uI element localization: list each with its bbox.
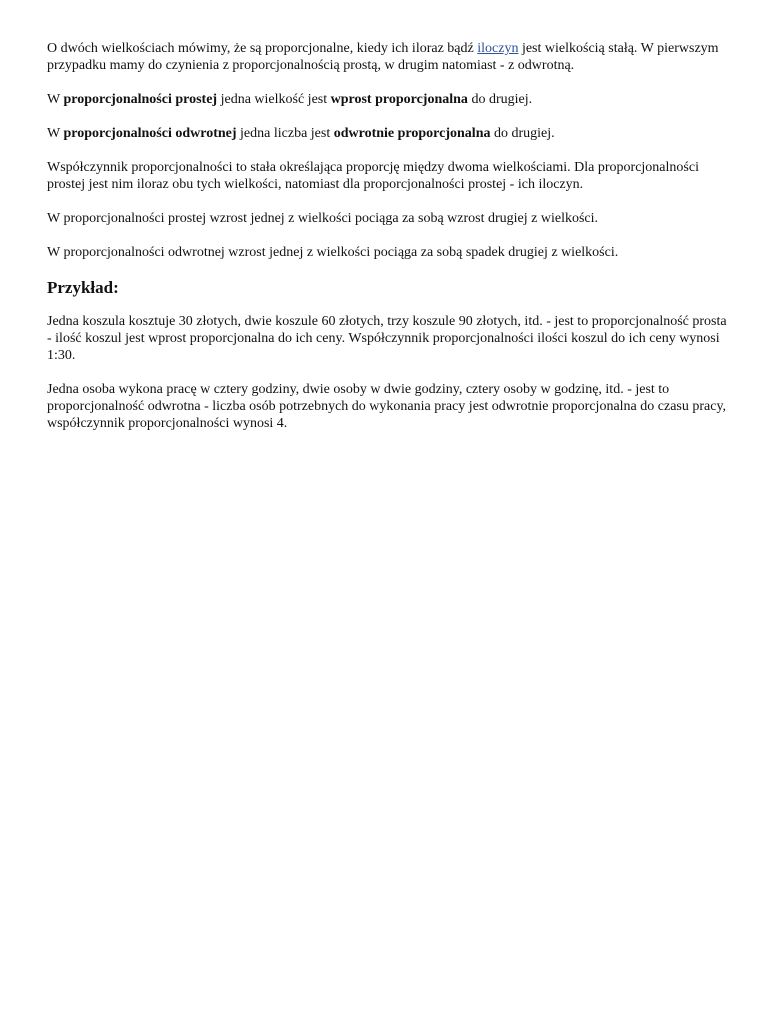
example-shirts: Jedna koszula kosztuje 30 złotych, dwie koszule 60 złotych, trzy koszule 90 złotych, itd. - jest to proporcjonalność prosta - ilość koszul jest wprost proporcjonalna do ich ceny. Współczynnik proporcjonalności ilości koszul do ich ceny wynosi 1:30.: [47, 314, 727, 363]
text-fragment: W: [47, 92, 64, 107]
bold-term-direct: proporcjonalności prostej: [63, 92, 218, 107]
paragraph-inverse-growth: W proporcjonalności odwrotnej wzrost jednej z wielkości pociąga za sobą spadek drugiej z wielkości.: [47, 245, 619, 260]
paragraph-definition: [47, 40, 727, 74]
example-workers: Jedna osoba wykona pracę w cztery godziny, dwie osoby w dwie godziny, cztery osoby w godzinę, itd. - jest to proporcjonalność odwrotna - liczba osób potrzebnych do wykonania pracy jest odwrotnie proporcjonalna do czasu pracy, współczynnik proporcjonalności wynosi 4.: [47, 382, 727, 431]
iloczyn-link[interactable]: iloczyn: [477, 41, 519, 56]
example-heading: Przykład:: [47, 278, 119, 297]
document-body: [47, 40, 727, 432]
text-fragment: do drugiej.: [490, 126, 555, 141]
paragraph-direct-proportion: [47, 91, 727, 108]
text-fragment: jedna wielkość jest: [217, 92, 331, 107]
definition-text-end: jest wielkością stałą. W pierwszym przypadku mamy do czynienia z proporcjonalnością prostą, w drugim natomiast - z odwrotną.: [47, 41, 719, 73]
text-fragment: do drugiej.: [467, 92, 533, 107]
text-fragment: W: [47, 126, 64, 141]
paragraph-coefficient: Współczynnik proporcjonalności to stała określająca proporcję między dwoma wielkościami. Dla proporcjonalności prostej jest nim iloraz obu tych wielkości, natomiast dla proporcjonalności prostej - ich iloczyn.: [47, 160, 699, 192]
paragraph-inverse-proportion: [47, 125, 727, 142]
text-fragment: jedna liczba jest: [236, 126, 334, 141]
bold-term-inverse: proporcjonalności odwrotnej: [63, 126, 237, 141]
definition-text-start: O dwóch wielkościach mówimy, że są proporcjonalne, kiedy ich iloraz bądź: [47, 41, 478, 56]
bold-term-inverse-proportional: odwrotnie proporcjonalna: [333, 126, 491, 141]
bold-term-direct-proportional: wprost proporcjonalna: [330, 92, 468, 107]
paragraph-direct-growth: W proporcjonalności prostej wzrost jednej z wielkości pociąga za sobą wzrost drugiej z wielkości.: [47, 211, 599, 226]
